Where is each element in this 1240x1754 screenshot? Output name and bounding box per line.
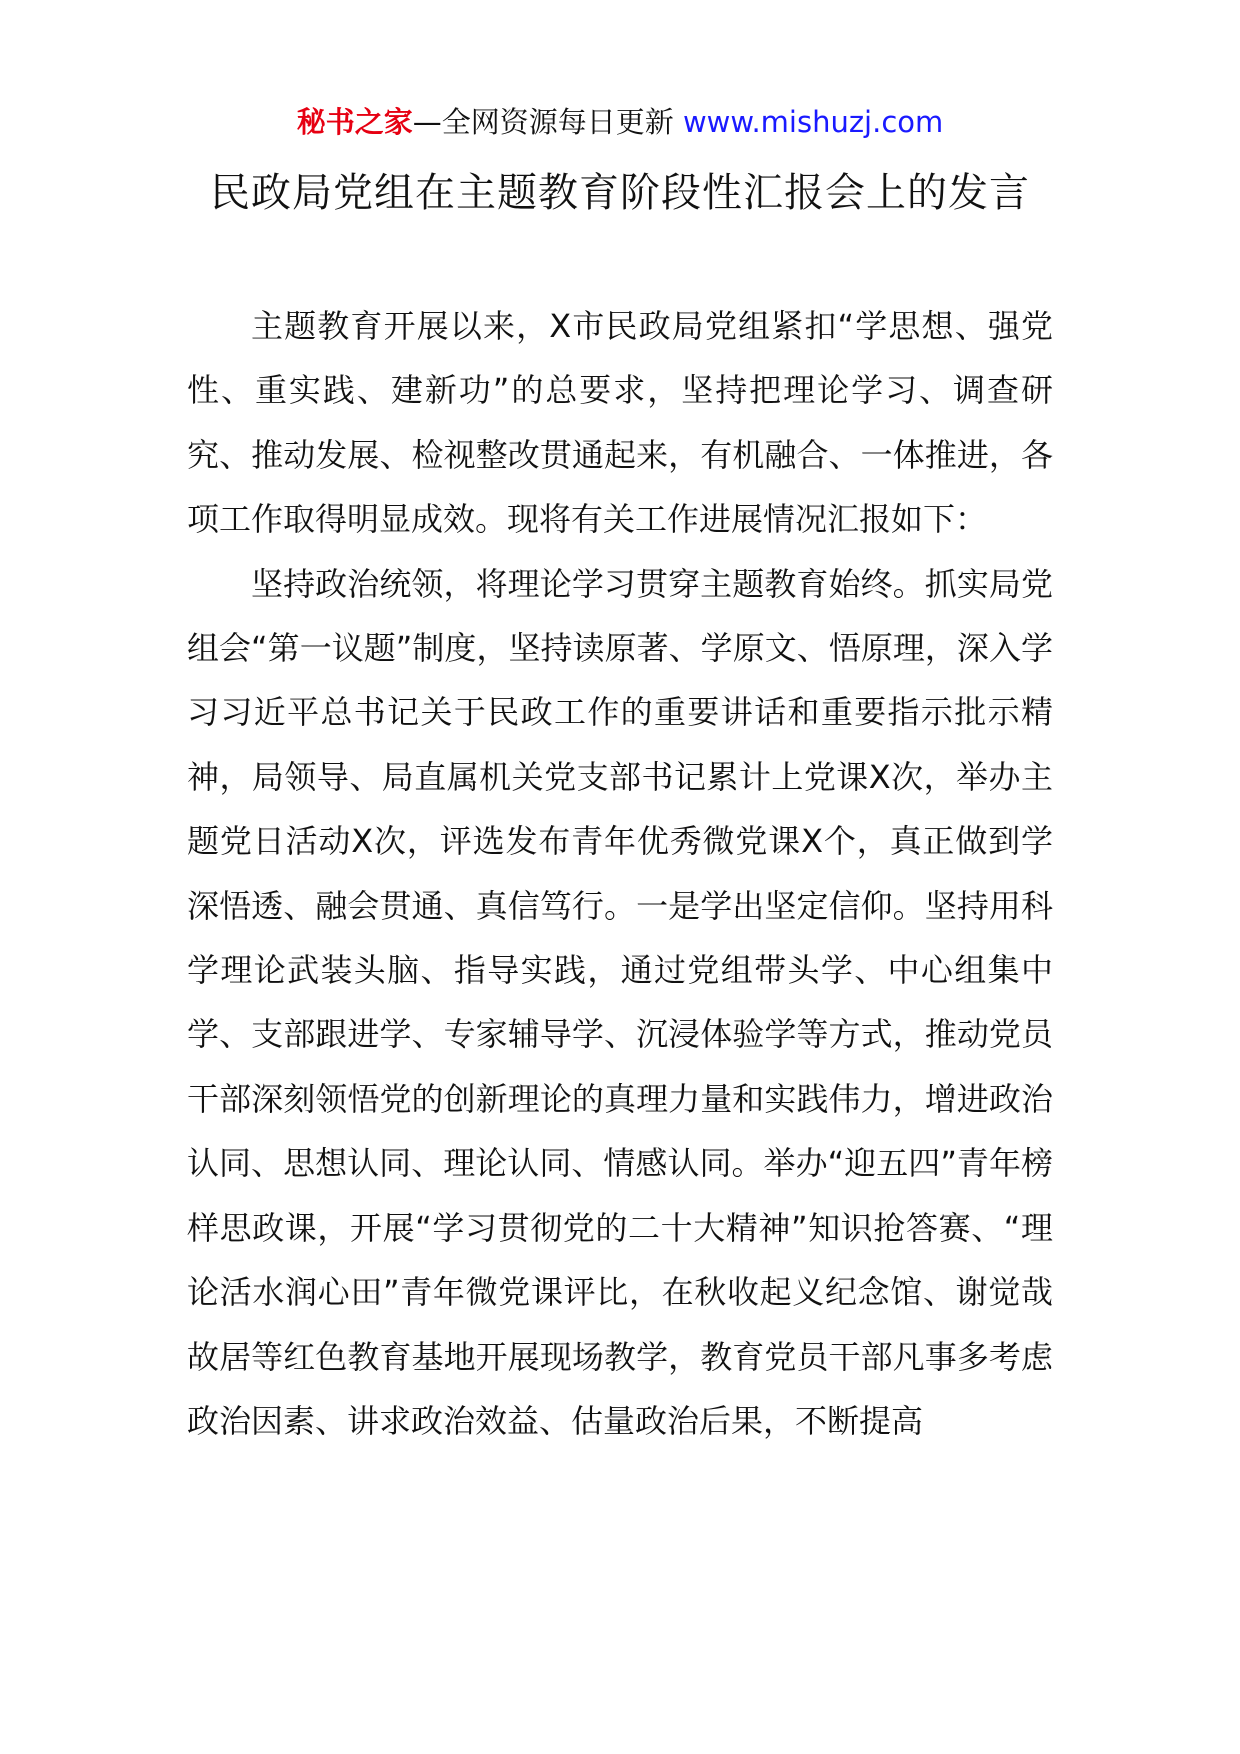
paragraph-political-leadership: 坚持政治统领，将理论学习贯穿主题教育始终。抓实局党组会“第一议题”制度，坚持读原著、学原文、悟原理，深入学习习近平总书记关于民政工作的重要讲话和重要指示批示精神，局领导、局直属机关党支部书记累计上党课X次，举办主题党日活动X次，评选发布青年优秀微党课X个，真正做到学深悟透、融会贯通、真信笃行。一是学出坚定信仰。坚持用科学理论武装头脑、指导实践，通过党组带头学、中心组集中学、支部跟进学、专家辅导学、沉浸体验学等方式，推动党员干部深刻领悟党的创新理论的真理力量和实践伟力，增进政治认同、思想认同、理论认同、情感认同。举办“迎五四”青年榜样思政课，开展“学习贯彻党的二十大精神”知识抢答赛、“理论活水润心田”青年微党课评比，在秋收起义纪念馆、谢觉哉故居等红色教育基地开展现场教学，教育党员干部凡事多考虑政治因素、讲求政治效益、估量政治后果，不断提高 xyxy=(187,564,1053,1440)
document-body xyxy=(187,294,1053,1453)
document-title: 民政局党组在主题教育阶段性汇报会上的发言 xyxy=(210,170,1030,216)
site-tagline: —全网资源每日更新 xyxy=(412,105,674,139)
site-brand: 秘书之家 xyxy=(296,105,413,139)
site-header xyxy=(0,102,1240,142)
site-url-link[interactable]: www.mishuzj.com xyxy=(682,105,944,139)
paragraph-intro: 主题教育开展以来，X市民政局党组紧扣“学思想、强党性、重实践、建新功”的总要求，坚持把理论学习、调查研究、推动发展、检视整改贯通起来，有机融合、一体推进，各项工作取得明显成效。现将有关工作进展情况汇报如下： xyxy=(187,307,1053,539)
